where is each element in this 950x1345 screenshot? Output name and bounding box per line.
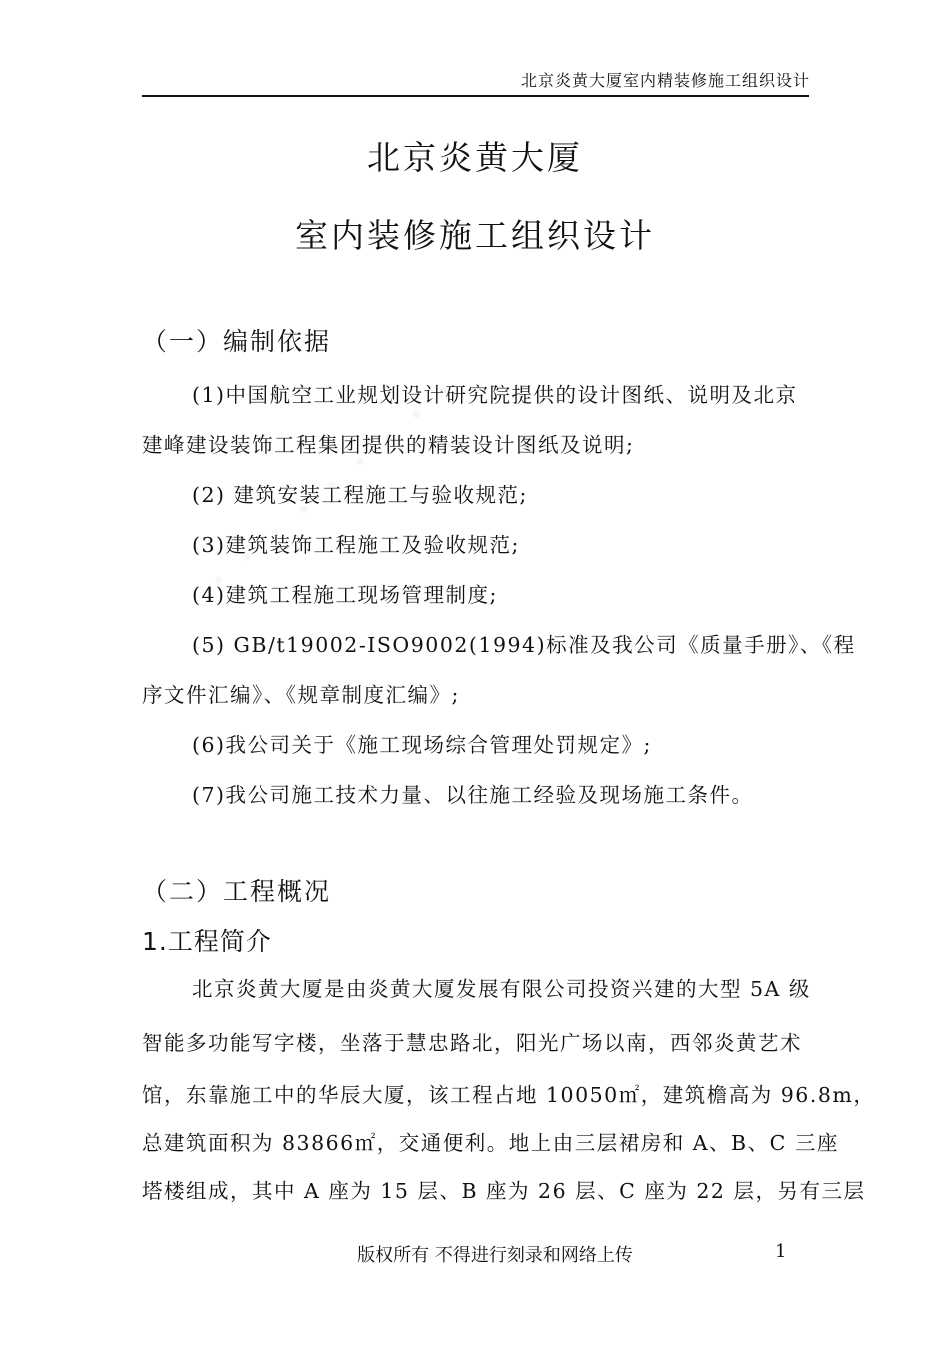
- basis-line: (1)中国航空工业规划设计研究院提供的设计图纸、说明及北京: [192, 383, 798, 407]
- section-heading-basis: （一）编制依据: [142, 327, 332, 356]
- basis-line: (2) 建筑安装工程施工与验收规范;: [192, 483, 528, 507]
- overview-line: 塔楼组成，其中 A 座为 15 层、B 座为 26 层、C 座为 22 层，另有三层: [142, 1179, 866, 1203]
- basis-line: (3)建筑装饰工程施工及验收规范;: [192, 533, 520, 557]
- document-subtitle: 室内装修施工组织设计: [295, 216, 655, 255]
- overview-line: 总建筑面积为 83866㎡，交通便利。地上由三层裙房和 A、B、C 三座: [142, 1131, 839, 1155]
- header-rule: [142, 95, 809, 97]
- footer-copyright: 版权所有 不得进行刻录和网络上传: [357, 1245, 633, 1266]
- basis-line: 序文件汇编》、《规章制度汇编》;: [142, 683, 460, 707]
- overview-line: 智能多功能写字楼，坐落于慧忠路北，阳光广场以南，西邻炎黄艺术: [142, 1031, 802, 1055]
- basis-line: (6)我公司关于《施工现场综合管理处罚规定》;: [192, 733, 652, 757]
- running-header: 北京炎黄大厦室内精装修施工组织设计: [520, 71, 810, 90]
- basis-line: (5) GB/t19002-ISO9002(1994)标准及我公司《质量手册》、《程: [192, 633, 856, 657]
- document-title: 北京炎黄大厦: [367, 138, 583, 177]
- page-number: 1: [775, 1241, 787, 1262]
- basis-line: 建峰建设装饰工程集团提供的精装设计图纸及说明;: [142, 433, 635, 457]
- overview-line: 馆，东靠施工中的华辰大厦，该工程占地 10050㎡，建筑檐高为 96.8m，: [142, 1083, 876, 1107]
- section-heading-overview: （二）工程概况: [142, 877, 332, 906]
- basis-line: (4)建筑工程施工现场管理制度;: [192, 583, 498, 607]
- overview-line: 北京炎黄大厦是由炎黄大厦发展有限公司投资兴建的大型 5A 级: [192, 977, 811, 1001]
- subsection-heading: 1.工程简介: [142, 927, 272, 956]
- basis-line: (7)我公司施工技术力量、以往施工经验及现场施工条件。: [192, 783, 754, 807]
